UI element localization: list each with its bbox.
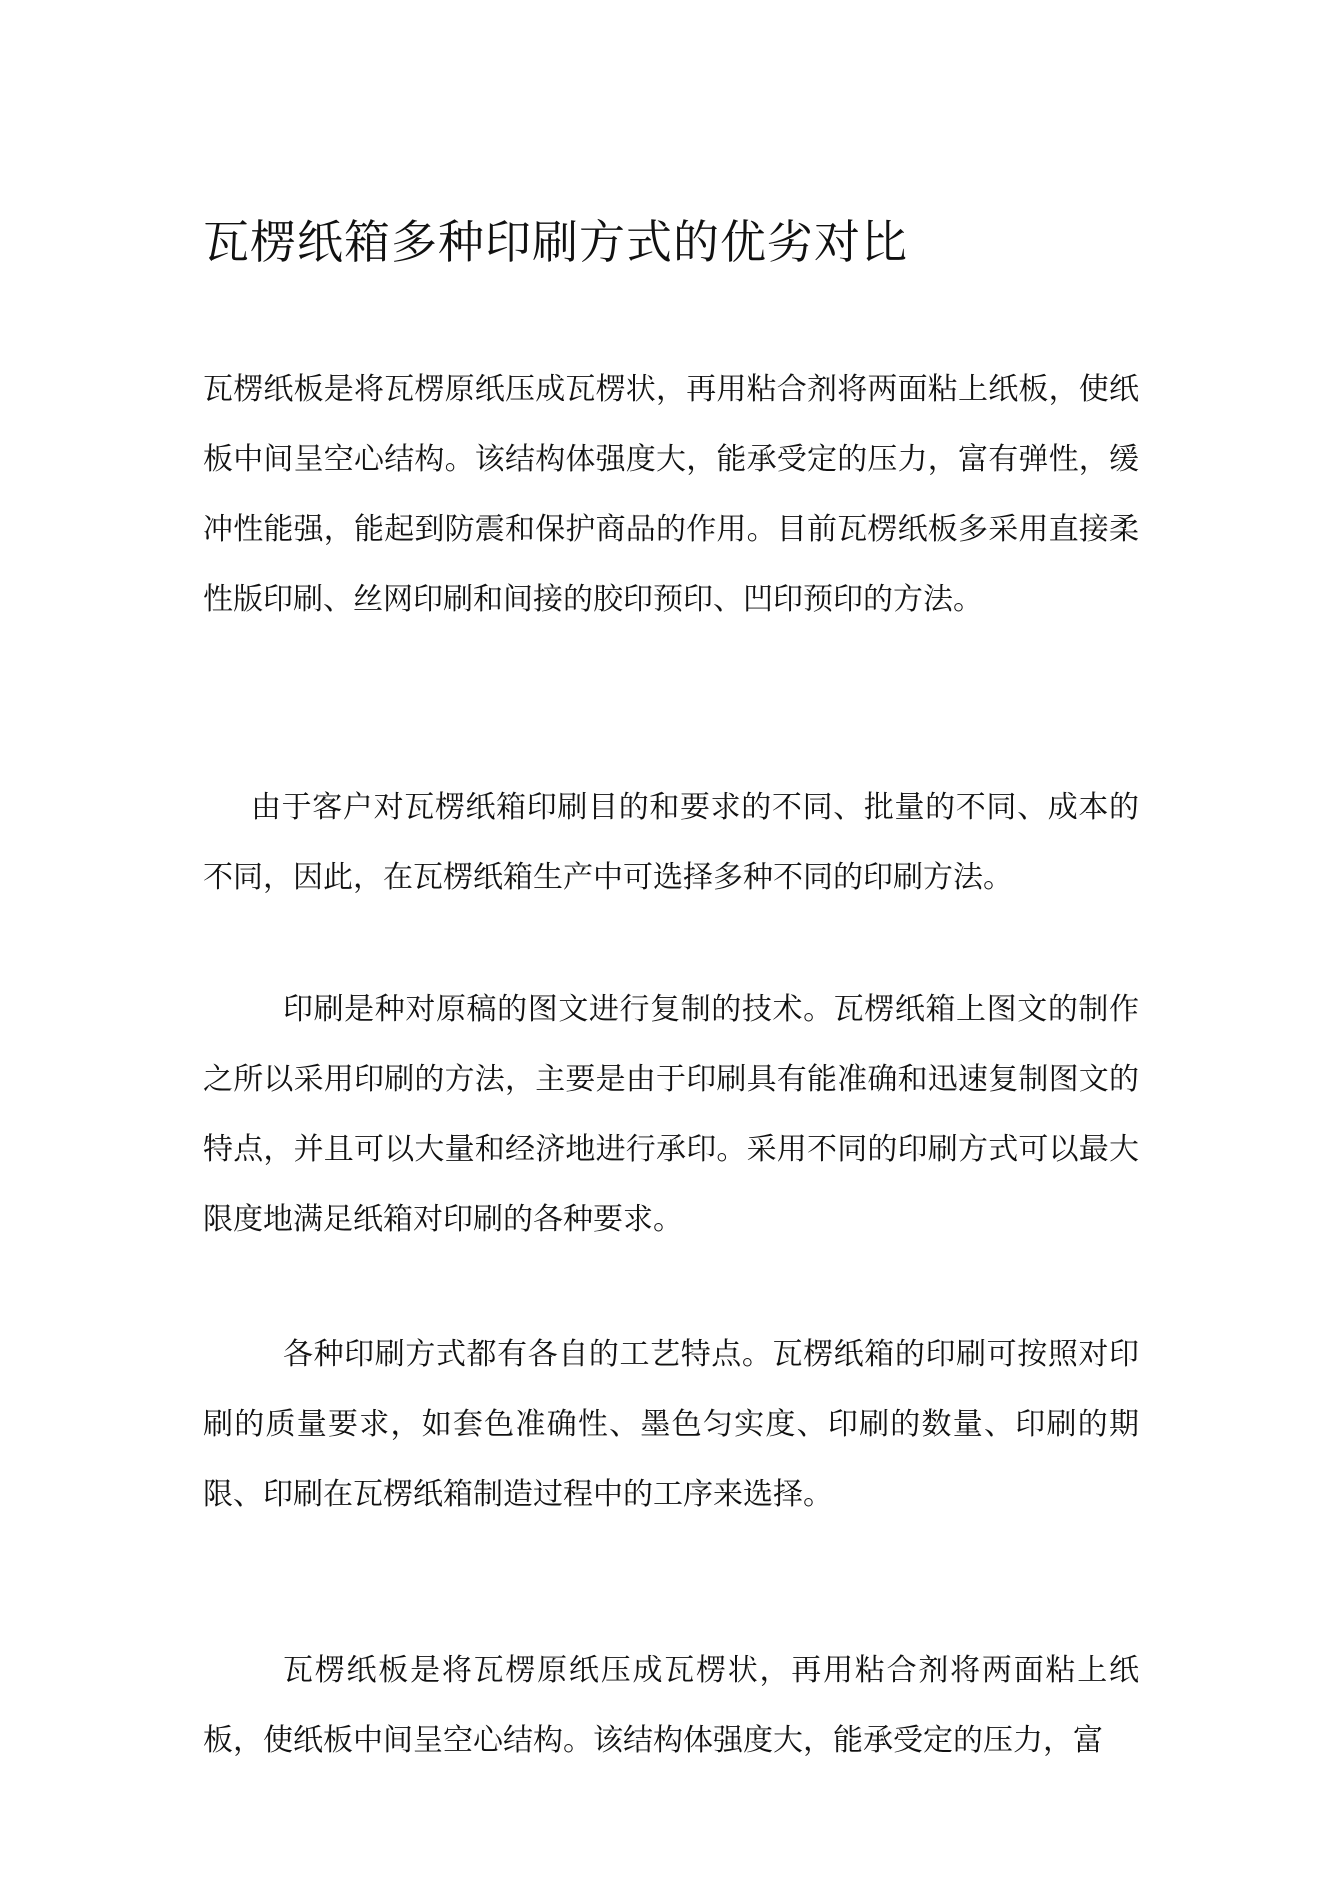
paragraph: 由于客户对瓦楞纸箱印刷目的和要求的不同、批量的不同、成本的不同，因此，在瓦楞纸箱生产中可选择多种不同的印刷方法。 [203,790,1139,895]
paragraph: 瓦楞纸板是将瓦楞原纸压成瓦楞状，再用粘合剂将两面粘上纸板，使纸板中间呈空心结构。该结构体强度大，能承受定的压力，富有弹性，缓冲性能强，能起到防震和保护商品的作用。目前瓦楞纸板多采用直接柔性版印刷、丝网印刷和间接的胶印预印、凹印预印的方法。 [203,372,1139,617]
paragraph: 瓦楞纸板是将瓦楞原纸压成瓦楞状，再用粘合剂将两面粘上纸板，使纸板中间呈空心结构。该结构体强度大，能承受定的压力，富 [203,1653,1139,1758]
document-title: 瓦楞纸箱多种印刷方式的优劣对比 [203,215,908,269]
paragraph: 印刷是种对原稿的图文进行复制的技术。瓦楞纸箱上图文的制作之所以采用印刷的方法，主要是由于印刷具有能准确和迅速复制图文的特点，并且可以大量和经济地进行承印。采用不同的印刷方式可以最大限度地满足纸箱对印刷的各种要求。 [203,992,1139,1237]
paragraph: 各种印刷方式都有各自的工艺特点。瓦楞纸箱的印刷可按照对印刷的质量要求，如套色准确性、墨色匀实度、印刷的数量、印刷的期限、印刷在瓦楞纸箱制造过程中的工序来选择。 [203,1337,1139,1512]
